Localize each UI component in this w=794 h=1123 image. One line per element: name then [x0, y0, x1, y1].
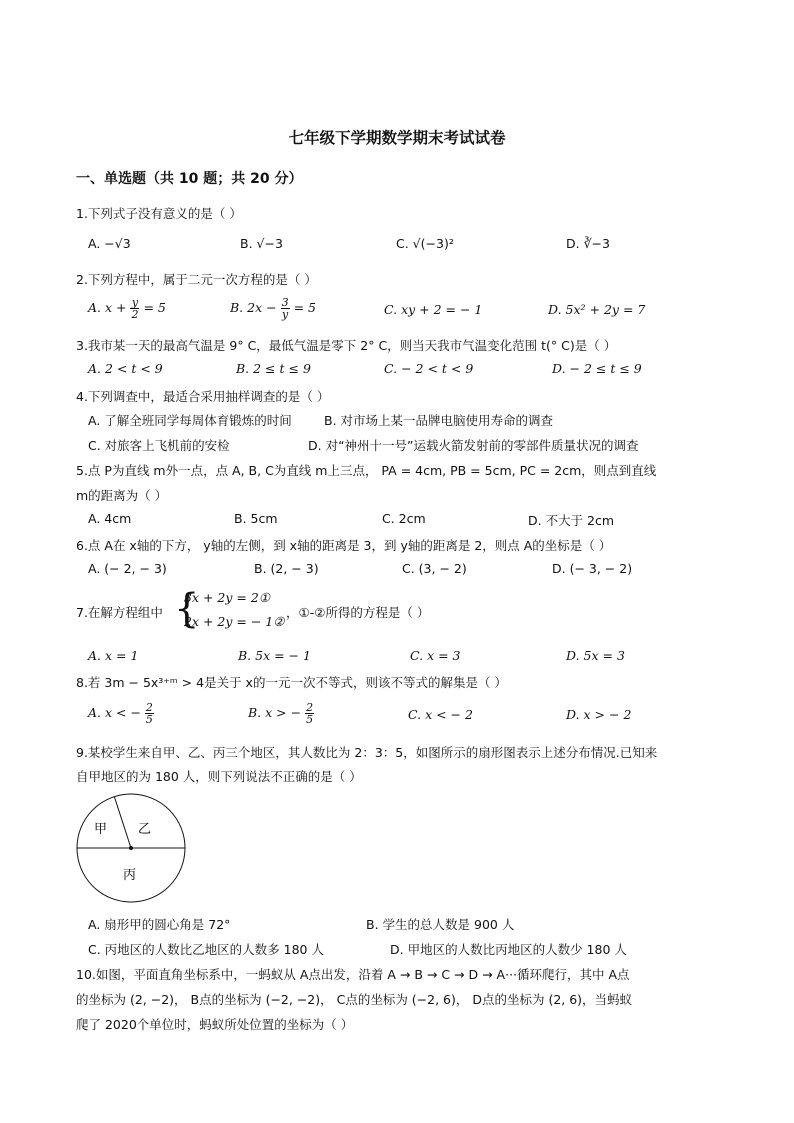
q5-option-d: D. 不大于 2cm: [528, 513, 615, 528]
q2-a-frac: [130, 297, 139, 320]
q9-option-b: B. 学生的总人数是 900 人: [366, 917, 515, 932]
q5-option-c: C. 2cm: [382, 511, 426, 526]
q10-stem-line3: 爬了 2020个单位时，蚂蚁所处位置的坐标为（ ）: [76, 1017, 354, 1032]
q6-stem: 6.点 A在 x轴的下方， y轴的左侧，到 x轴的距离是 3，到 y轴的距离是 2，则点 A的坐标是（ ）: [76, 538, 612, 553]
q7-option-d: D. 5x = 3: [566, 648, 625, 663]
q2-b-post: = 5: [293, 300, 316, 315]
q1-option-a: A. −√3: [88, 236, 131, 251]
q2-option-d: D. 5x² + 2y = 7: [548, 302, 646, 317]
q3-option-b: B. 2 ≤ t ≤ 9: [236, 361, 311, 376]
q2-a-den: 2: [131, 308, 139, 321]
pie-label-bing: 丙: [123, 868, 137, 883]
q4-option-a: A. 了解全班同学每周体育锻炼的时间: [88, 413, 292, 428]
q2-a-num: y: [131, 296, 139, 309]
q8-stem: 8.若 3m − 5x³⁺ᵐ > 4是关于 x的一元一次不等式，则该不等式的解集是（ ）: [76, 675, 507, 690]
q2-b-pre: B. 2x −: [230, 300, 277, 315]
q3-stem: 3.我市某一天的最高气温是 9° C，最低气温是零下 2° C，则当天我市气温变化范围 t(° C)是（ ）: [76, 338, 617, 353]
q5-stem-line1: 5.点 P为直线 m外一点，点 A, B, C为直线 m上三点， PA = 4cm, PB = 5cm, PC = 2cm，则点到直线: [76, 463, 657, 478]
q7-stem-post: ，①-②所得的方程是（ ）: [286, 605, 430, 620]
q8-option-b: [248, 702, 314, 725]
q4-option-b: B. 对市场上某一品牌电脑使用寿命的调查: [324, 413, 554, 428]
q8-b-frac: [305, 702, 314, 725]
q9-option-d: D. 甲地区的人数比丙地区的人数少 180 人: [390, 942, 627, 957]
page-title: 七年级下学期数学期末考试试卷: [288, 129, 506, 147]
q8-b-pre: B. x > −: [248, 705, 302, 720]
q3-option-a: A. 2 < t < 9: [88, 361, 163, 376]
q4-option-d: D. 对“神州十一号”运载火箭发射前的零部件质量状况的调查: [308, 438, 639, 453]
q1-option-c: C. √(−3)²: [396, 236, 454, 251]
q8-a-frac: [145, 702, 154, 725]
q6-option-b: B. (2, − 3): [254, 561, 319, 576]
q4-stem: 4.下列调查中，最适合采用抽样调查的是（ ）: [76, 389, 330, 404]
q6-option-d: D. (− 3, − 2): [552, 561, 633, 576]
q8-option-a: [88, 702, 154, 725]
q3-option-d: D. − 2 ≤ t ≤ 9: [552, 361, 642, 376]
pie-figure: [74, 792, 188, 906]
q9-stem-line1: 9.某校学生来自甲、乙、丙三个地区，其人数比为 2：3：5，如图所示的扇形图表示上述分布情况.已知来: [76, 745, 658, 760]
q7-option-c: C. x = 3: [410, 648, 461, 663]
q10-stem-line2: 的坐标为 (2, −2)， B点的坐标为 (−2, −2)， C点的坐标为 (−2, 6)， D点的坐标为 (2, 6)，当蚂蚁: [76, 992, 633, 1007]
q2-b-frac: [281, 297, 290, 320]
q8-a-pre: A. x < −: [88, 705, 141, 720]
q10-stem-line1: 10.如图，平面直角坐标系中，一蚂蚁从 A点出发，沿着 A → B → C → D → A···循环爬行，其中 A点: [76, 967, 630, 982]
q8-a-num: 2: [145, 701, 153, 714]
q9-stem-line2: 自甲地区的为 180 人，则下列说法不正确的是（ ）: [76, 769, 362, 784]
q5-option-b: B. 5cm: [234, 511, 278, 526]
q2-option-b: [230, 297, 316, 320]
q2-option-c: C. xy + 2 = − 1: [384, 302, 483, 317]
q2-b-den: y: [281, 308, 289, 321]
q1-option-b: B. √−3: [240, 236, 283, 251]
q2-b-num: 3: [281, 296, 289, 309]
q3-option-c: C. − 2 < t < 9: [384, 361, 474, 376]
q5-option-a: A. 4cm: [88, 511, 132, 526]
q8-a-den: 5: [145, 713, 153, 726]
q1-option-d: D. ∛−3: [566, 236, 610, 251]
q8-b-den: 5: [306, 713, 314, 726]
pie-boundary-jia-yi: [114, 797, 131, 848]
q2-option-a: [88, 297, 166, 320]
pie-label-yi: 乙: [138, 822, 152, 837]
pie-label-jia: 甲: [94, 822, 108, 837]
q9-option-c: C. 丙地区的人数比乙地区的人数多 180 人: [88, 942, 324, 957]
q8-option-c: C. x < − 2: [408, 707, 473, 722]
q5-stem-line2: m的距离为（ ）: [76, 488, 168, 503]
q2-stem: 2.下列方程中，属于二元一次方程的是（ ）: [76, 272, 317, 287]
q7-option-b: B. 5x = − 1: [238, 648, 311, 663]
q9-option-a: A. 扇形甲的圆心角是 72°: [88, 917, 231, 932]
q8-b-num: 2: [306, 701, 314, 714]
q7-stem-pre: 7.在解方程组中: [76, 605, 163, 620]
q7-equation-2: 2x + 2y = − 1②: [184, 614, 285, 629]
q8-option-d: D. x > − 2: [566, 707, 632, 722]
q7-option-a: A. x = 1: [88, 648, 139, 663]
q1-stem: 1.下列式子没有意义的是（ ）: [76, 206, 242, 221]
q2-a-pre: A. x +: [88, 300, 127, 315]
q7-equation-1: 3x + 2y = 2①: [184, 590, 271, 605]
q2-a-post: = 5: [143, 300, 166, 315]
q4-option-c: C. 对旅客上飞机前的安检: [88, 438, 230, 453]
q6-option-c: C. (3, − 2): [402, 561, 467, 576]
q6-option-a: A. (− 2, − 3): [88, 561, 167, 576]
pie-center-dot: [129, 846, 133, 850]
section-heading: 一、单选题（共 10 题；共 20 分）: [76, 171, 303, 187]
q7-system-brace: {: [174, 586, 200, 632]
